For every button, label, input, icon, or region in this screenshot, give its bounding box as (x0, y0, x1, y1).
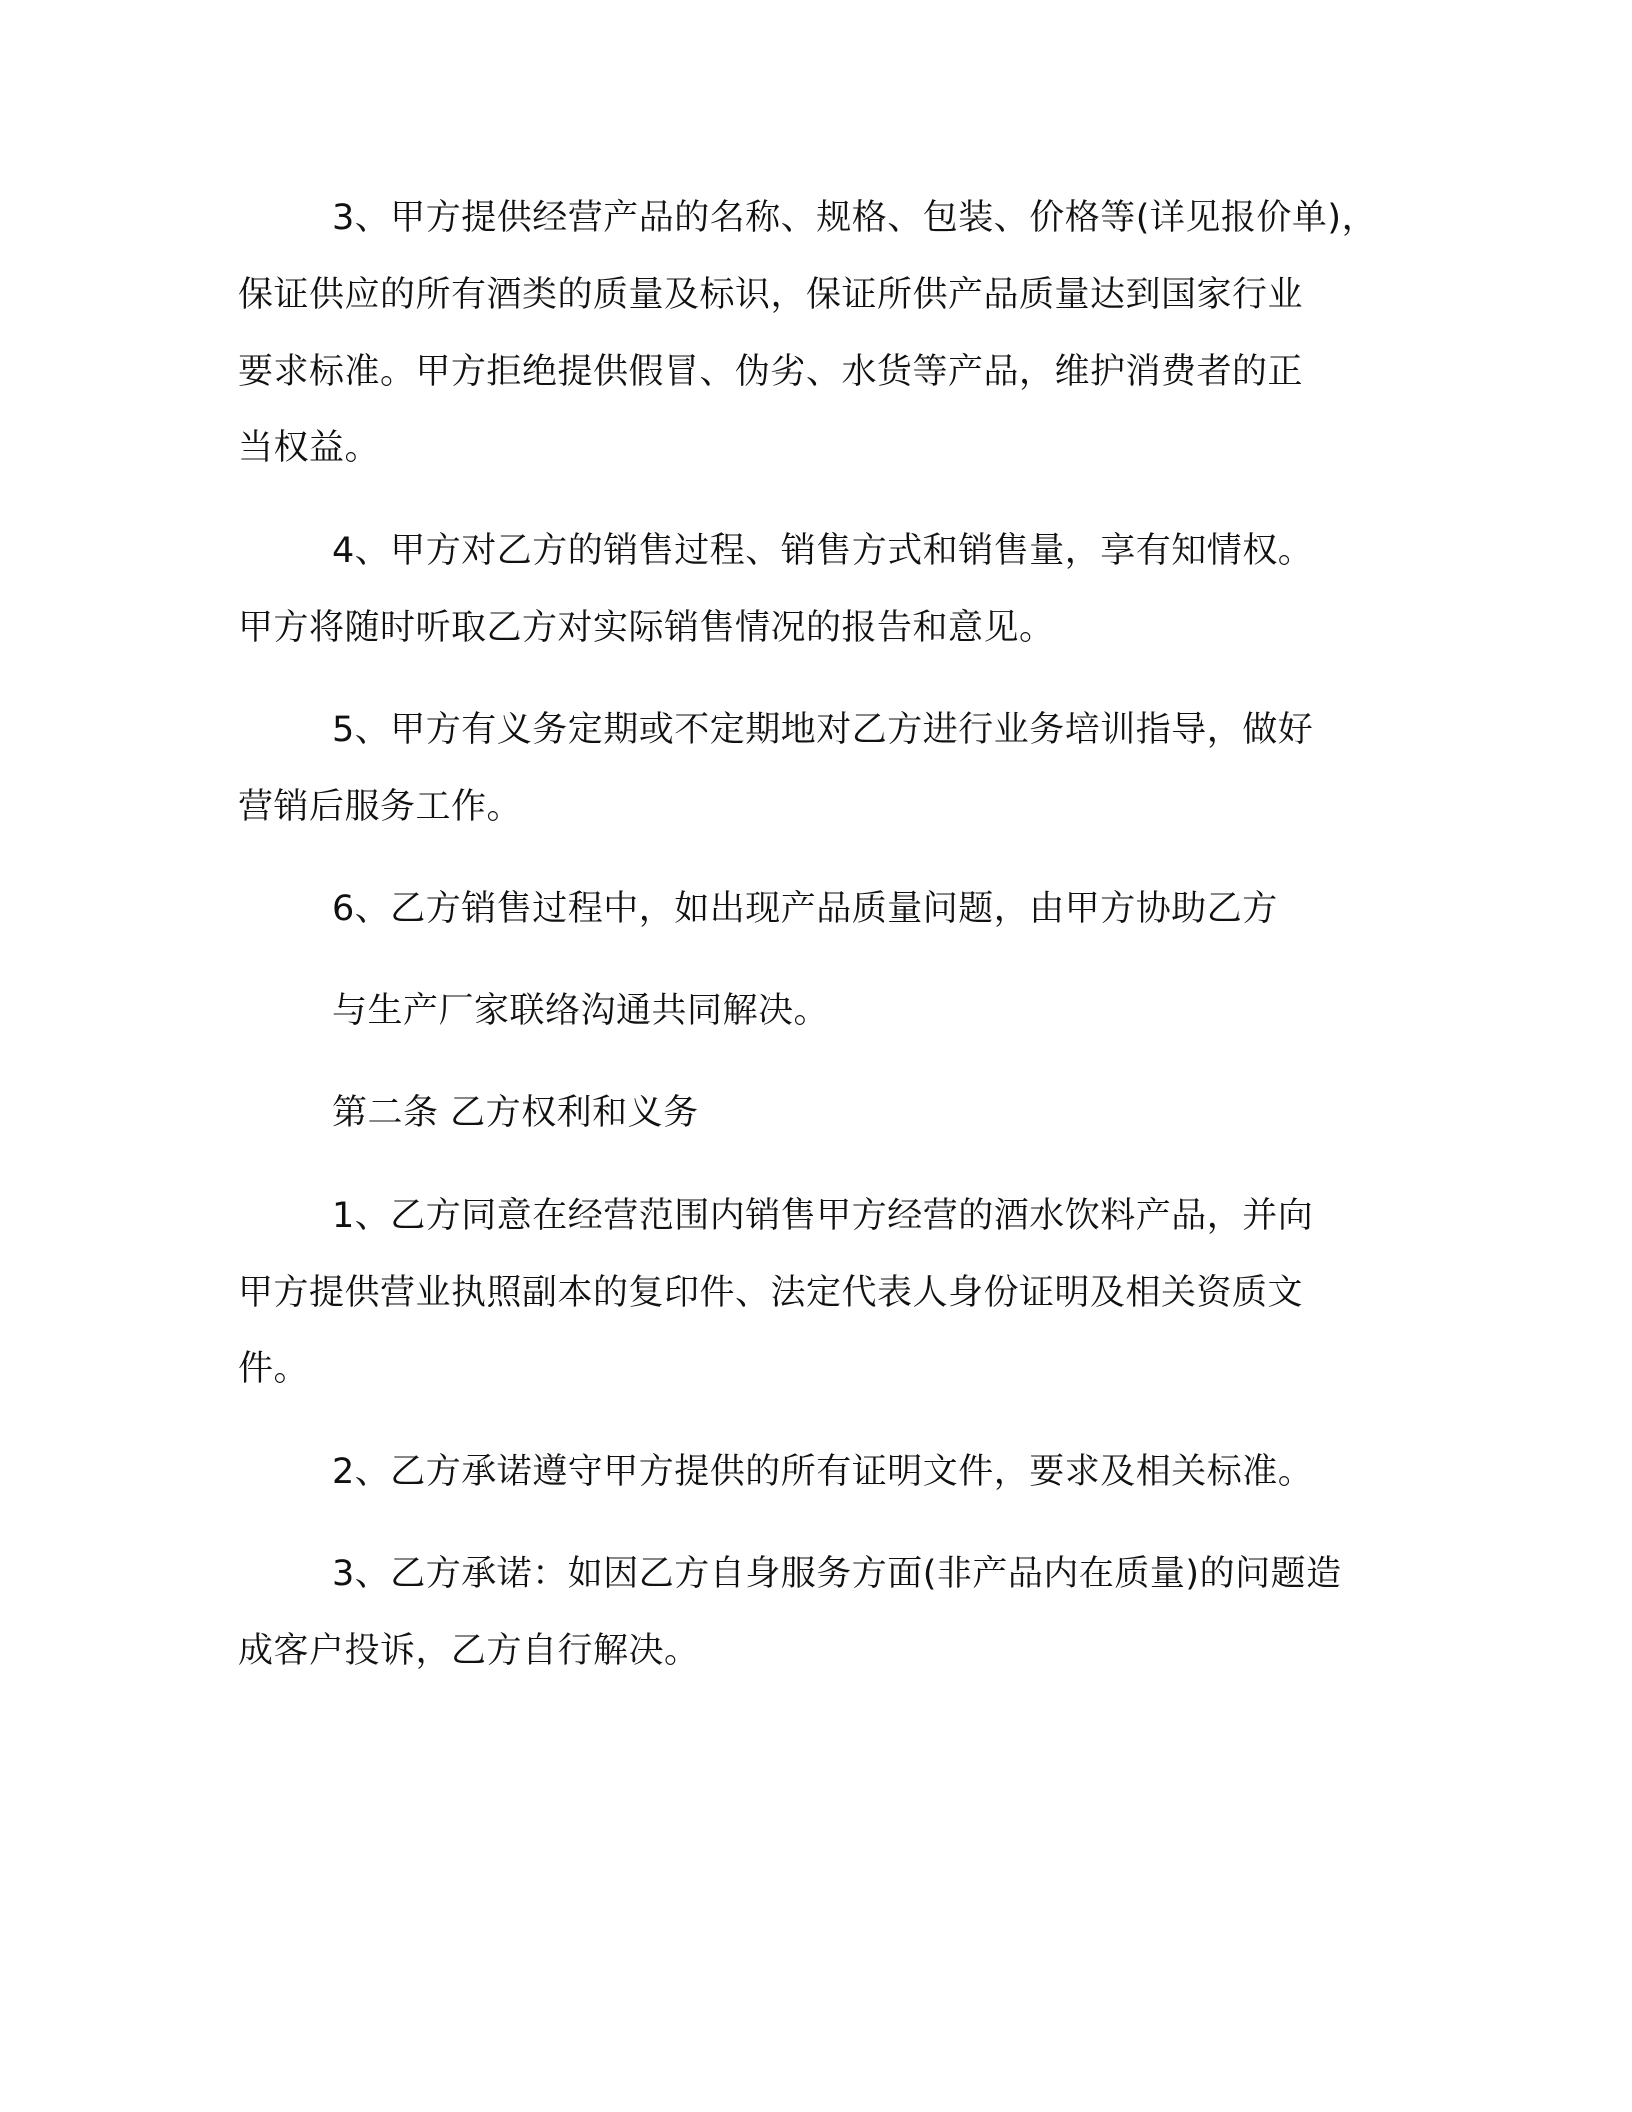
clause-1-3-line-3: 要求标准。甲方拒绝提供假冒、伪劣、水货等产品，维护消费者的正 (238, 352, 1304, 392)
section-heading: 第二条 乙方权利和义务 (332, 1093, 699, 1133)
clause-1-6-line-1: 6、乙方销售过程中，如出现产品质量问题，由甲方协助乙方 (332, 889, 1278, 929)
clause-1-3-line-4: 当权益。 (238, 428, 381, 468)
clause-1-3-line-2: 保证供应的所有酒类的质量及标识，保证所供产品质量达到国家行业 (238, 275, 1304, 315)
clause-2-3-line-2: 成客户投诉，乙方自行解决。 (238, 1631, 700, 1671)
clause-1-5-line-2: 营销后服务工作。 (238, 787, 523, 827)
clause-2-1-line-3: 件。 (238, 1349, 310, 1389)
clause-1-4-line-2: 甲方将随时听取乙方对实际销售情况的报告和意见。 (238, 608, 1055, 648)
clause-2-2-line-1: 2、乙方承诺遵守甲方提供的所有证明文件，要求及相关标准。 (332, 1452, 1314, 1492)
clause-2-3-line-1: 3、乙方承诺：如因乙方自身服务方面(非产品内在质量)的问题造 (332, 1554, 1342, 1594)
clause-1-3-line-1: 3、甲方提供经营产品的名称、规格、包装、价格等(详见报价单)， (332, 198, 1378, 238)
clause-1-6-line-2: 与生产厂家联络沟通共同解决。 (332, 991, 830, 1031)
clause-1-5-line-1: 5、甲方有义务定期或不定期地对乙方进行业务培训指导，做好 (332, 710, 1314, 750)
clause-2-1-line-2: 甲方提供营业执照副本的复印件、法定代表人身份证明及相关资质文 (238, 1273, 1304, 1313)
clause-1-4-line-1: 4、甲方对乙方的销售过程、销售方式和销售量，享有知情权。 (332, 531, 1314, 571)
clause-2-1-line-1: 1、乙方同意在经营范围内销售甲方经营的酒水饮料产品，并向 (332, 1196, 1314, 1236)
